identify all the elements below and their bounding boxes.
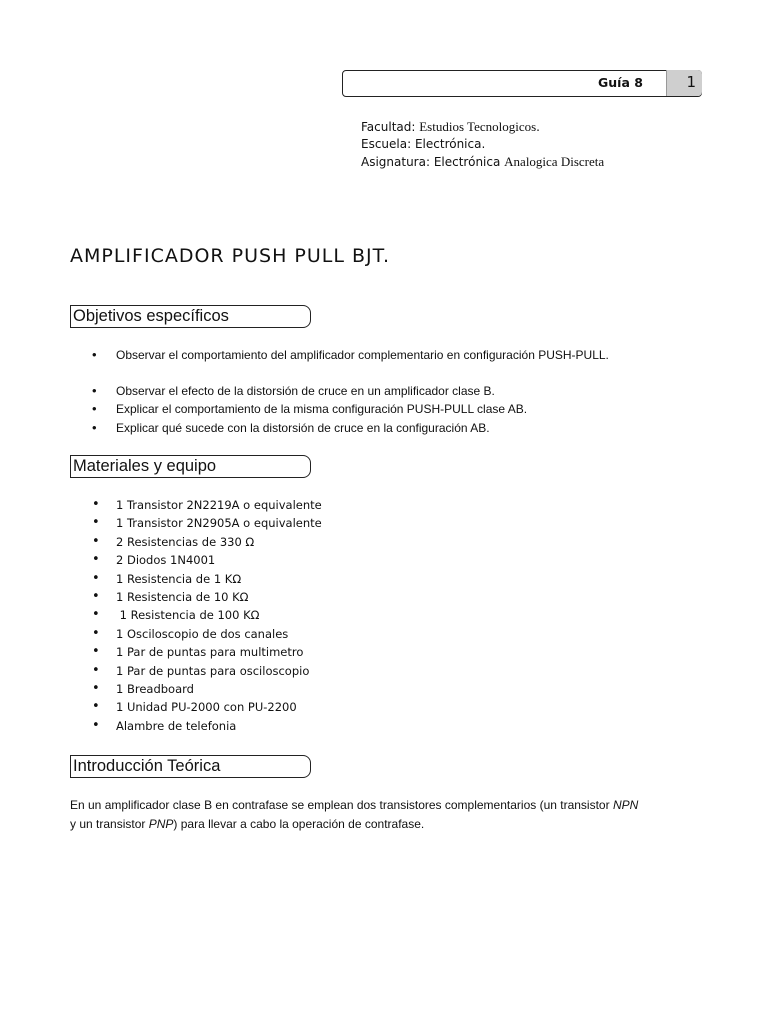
asignatura-line bbox=[361, 153, 604, 171]
intro-npn: NPN bbox=[612, 798, 639, 812]
section-heading-introduccion: Introducción Teórica bbox=[70, 755, 311, 778]
course-info bbox=[361, 118, 604, 171]
asignatura-label: Asignatura: Electrónica bbox=[361, 155, 505, 169]
objetivos-list bbox=[92, 346, 609, 437]
list-item: • 1 Par de puntas para multimetro bbox=[92, 643, 322, 661]
intro-paragraph bbox=[70, 796, 710, 834]
guide-label: Guía 8 bbox=[598, 75, 643, 90]
list-item: • 1 Osciloscopio de dos canales bbox=[92, 625, 322, 643]
list-item: • 1 Resistencia de 1 KΩ bbox=[92, 570, 322, 588]
materiales-list bbox=[92, 496, 322, 735]
intro-text-1: En un amplificador clase B en contrafase se emplean dos transistores complementarios (un transistor bbox=[70, 798, 613, 812]
list-item: • 1 Breadboard bbox=[92, 680, 322, 698]
list-item: • Explicar qué sucede con la distorsión de cruce en la configuración AB. bbox=[92, 419, 609, 438]
list-item: • Observar el comportamiento del amplificador complementario en configuración PUSH-PULL. bbox=[92, 346, 609, 365]
section-heading-objetivos: Objetivos específicos bbox=[70, 305, 311, 328]
header-box bbox=[342, 70, 702, 97]
facultad-value: Estudios Tecnologicos bbox=[419, 119, 537, 134]
list-item: • 2 Diodos 1N4001 bbox=[92, 551, 322, 569]
list-item: • 2 Resistencias de 330 Ω bbox=[92, 533, 322, 551]
list-item: • 1 Resistencia de 10 KΩ bbox=[92, 588, 322, 606]
list-item: • Alambre de telefonia bbox=[92, 717, 322, 735]
intro-pnp: PNP bbox=[148, 817, 174, 831]
facultad-suffix: . bbox=[536, 120, 540, 134]
list-item: • 1 Transistor 2N2905A o equivalente bbox=[92, 514, 322, 532]
list-item: • Explicar el comportamiento de la misma configuración PUSH-PULL clase AB. bbox=[92, 400, 609, 419]
facultad-label: Facultad: bbox=[361, 120, 420, 134]
page-number: 1 bbox=[666, 70, 702, 96]
facultad-line bbox=[361, 118, 604, 136]
list-item: • 1 Transistor 2N2219A o equivalente bbox=[92, 496, 322, 514]
escuela-line: Escuela: Electrónica. bbox=[361, 137, 486, 151]
list-item: • Observar el efecto de la distorsión de cruce en un amplificador clase B. bbox=[92, 382, 609, 401]
list-item: • 1 Unidad PU-2000 con PU-2200 bbox=[92, 698, 322, 716]
list-item: • 1 Par de puntas para osciloscopio bbox=[92, 662, 322, 680]
list-item: • 1 Resistencia de 100 KΩ bbox=[92, 606, 322, 624]
document-title: AMPLIFICADOR PUSH PULL BJT. bbox=[70, 245, 391, 267]
section-heading-materiales: Materiales y equipo bbox=[70, 455, 311, 478]
intro-text-3: ) para llevar a cabo la operación de contrafase. bbox=[173, 817, 425, 831]
asignatura-value: Analogica Discreta bbox=[504, 154, 605, 169]
intro-text-2: y un transistor bbox=[70, 817, 149, 831]
